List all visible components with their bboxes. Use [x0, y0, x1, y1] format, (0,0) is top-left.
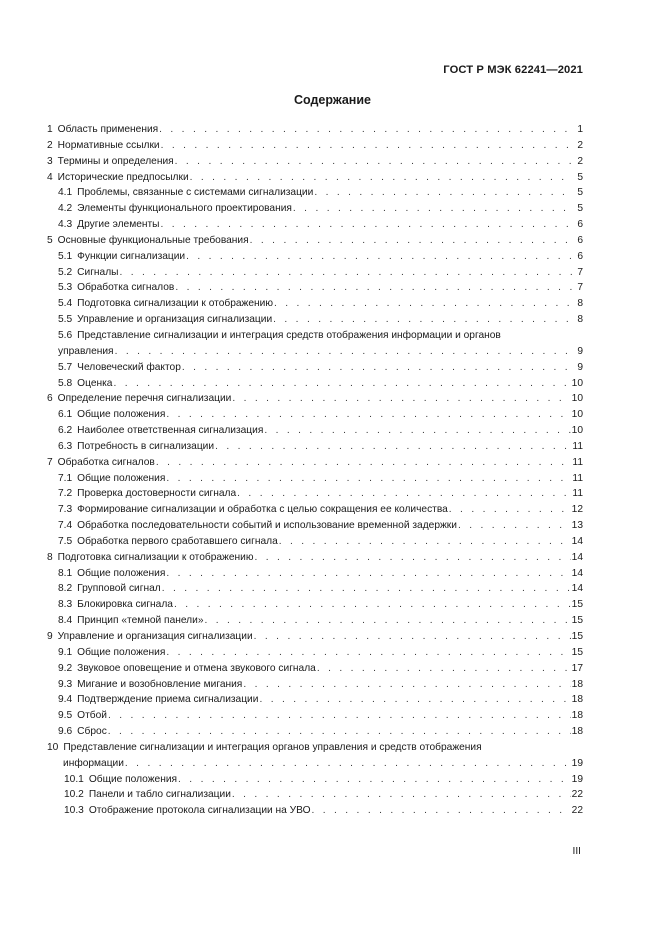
toc-leader-dots — [259, 692, 570, 708]
toc-entry-page: 19 — [571, 773, 583, 785]
toc-entry[interactable] — [47, 518, 583, 534]
toc-entry-number: 7.1 — [58, 472, 73, 484]
toc-entry-title: Нормативные ссылки — [57, 139, 160, 151]
toc-leader-dots — [317, 661, 571, 677]
toc-entry[interactable] — [47, 201, 583, 217]
toc-entry-page: 19 — [571, 757, 583, 769]
toc-leader-dots — [115, 344, 572, 360]
toc-entry-page: 13 — [571, 520, 583, 532]
page-number: III — [572, 846, 581, 857]
toc-entry-title: Обработка последовательности событий и использование временной задержки — [77, 520, 457, 532]
toc-entry-number: 5.1 — [58, 250, 73, 262]
toc-entry-number: 1 — [47, 124, 53, 135]
toc-entry-page: 15 — [571, 599, 583, 611]
toc-entry[interactable] — [47, 471, 583, 487]
toc-entry-number: 7.5 — [58, 535, 73, 547]
toc-leader-dots — [279, 534, 571, 550]
toc-entry-number: 10.2 — [64, 789, 84, 801]
toc-leader-dots — [243, 677, 570, 693]
toc-entry-page: 11 — [572, 440, 583, 452]
toc-entry-page: 14 — [571, 583, 583, 595]
toc-entry-number: 9.3 — [58, 678, 73, 690]
toc-entry-page: 22 — [571, 805, 583, 817]
toc-entry-title: Блокировка сигнала — [77, 599, 173, 611]
toc-entry-title: Область применения — [57, 124, 159, 135]
toc-entry-page: 7 — [577, 282, 583, 294]
toc-entry-number: 6.1 — [58, 409, 73, 421]
toc-entry-number: 2 — [47, 139, 53, 151]
toc-entry-title: Наиболее ответственная сигнализация — [77, 425, 264, 437]
toc-entry-number: 6.3 — [58, 440, 73, 452]
toc-leader-dots — [273, 312, 572, 328]
toc-leader-dots — [113, 376, 570, 392]
toc-entry-number: 4.1 — [58, 187, 73, 199]
toc-leader-dots — [161, 138, 572, 154]
toc-entry-page: 2 — [577, 155, 583, 167]
toc-entry-title: Обработка сигналов — [77, 282, 175, 294]
toc-entry[interactable] — [47, 613, 583, 629]
toc-entry-title: Потребность в сигнализации — [77, 440, 215, 452]
toc-entry-page: 5 — [577, 203, 583, 215]
toc-leader-dots — [166, 407, 570, 423]
toc-entry-number: 7 — [47, 456, 53, 468]
toc-entry-page: 14 — [571, 551, 583, 563]
toc-entry[interactable] — [47, 787, 583, 803]
toc-entry-title: Обработка сигналов — [57, 456, 155, 468]
toc-entry-number: 9.6 — [58, 726, 73, 738]
toc-entry[interactable] — [47, 534, 583, 550]
toc-entry-number: 9.5 — [58, 710, 73, 722]
toc-leader-dots — [264, 423, 570, 439]
toc-entry-title: Общие положения — [77, 646, 166, 658]
toc-leader-dots — [120, 265, 573, 281]
toc-leader-dots — [166, 645, 570, 661]
toc-entry-number: 9 — [47, 631, 53, 642]
toc-leader-dots — [182, 360, 572, 376]
toc-entry-title: Обработка первого сработавшего сигнала — [77, 535, 278, 547]
toc-entry-title: Общие положения — [77, 472, 166, 484]
toc-leader-dots — [108, 708, 571, 724]
toc-entry-number: 6.2 — [58, 425, 73, 437]
toc-entry-page: 18 — [571, 710, 583, 722]
toc-entry-number: 9.2 — [58, 662, 73, 674]
toc-entry-page: 10 — [571, 409, 583, 421]
toc-entry[interactable] — [47, 661, 583, 677]
toc-entry[interactable] — [47, 328, 583, 360]
toc-leader-dots — [161, 217, 573, 233]
toc-leader-dots — [274, 296, 572, 312]
toc-entry-number: 10.1 — [64, 773, 84, 785]
toc-entry-page: 18 — [571, 694, 583, 706]
toc-entry-title: Общие положения — [77, 567, 166, 579]
toc-entry-title: Подготовка сигнализации к отображению — [57, 551, 254, 563]
toc-entry[interactable] — [47, 217, 583, 233]
toc-entry-page: 6 — [577, 234, 583, 246]
toc-entry-number: 5.6 — [58, 329, 73, 341]
toc-entry-number: 3 — [47, 155, 53, 167]
toc-entry[interactable] — [47, 265, 583, 281]
toc-entry-number: 6 — [47, 393, 53, 405]
toc-entry-number: 5.2 — [58, 266, 73, 278]
toc-entry-title: Подготовка сигнализации к отображению — [77, 298, 273, 310]
toc-entry-page: 11 — [572, 456, 583, 468]
toc-entry-title: Проблемы, связанные с системами сигнализации — [77, 187, 314, 199]
toc-leader-dots — [215, 439, 571, 455]
toc-entry-title: Проверка достоверности сигнала — [77, 488, 237, 500]
toc-entry-page: 12 — [571, 504, 583, 516]
toc-entry[interactable] — [47, 455, 583, 471]
toc-entry-number: 10.3 — [64, 805, 84, 817]
toc-entry[interactable] — [47, 376, 583, 392]
toc-leader-dots — [159, 122, 572, 138]
toc-entry-title: Управление и организация сигнализации — [77, 314, 273, 326]
toc-entry[interactable] — [47, 692, 583, 708]
toc-entry[interactable] — [47, 407, 583, 423]
toc-entry-title: Определение перечня сигнализации — [57, 393, 232, 405]
toc-entry-page: 18 — [571, 678, 583, 690]
toc-entry-title-continued: информации — [63, 757, 124, 769]
toc-entry-title: Исторические предпосылки — [57, 171, 189, 183]
toc-entry-page: 1 — [577, 124, 583, 135]
toc-entry[interactable] — [47, 233, 583, 249]
toc-entry-page: 6 — [577, 219, 583, 231]
toc-entry-number: 5 — [47, 234, 53, 246]
toc-leader-dots — [458, 518, 571, 534]
toc-entry-title: Панели и табло сигнализации — [88, 789, 231, 801]
toc-entry[interactable] — [47, 803, 583, 819]
toc-entry-title-continued: управления — [58, 345, 114, 357]
toc-entry[interactable] — [47, 708, 583, 724]
toc-entry-number: 7.2 — [58, 488, 73, 500]
toc-leader-dots — [175, 280, 572, 296]
toc-entry-page: 11 — [572, 472, 583, 484]
toc-entry-number: 4 — [47, 171, 53, 183]
toc-entry-number: 7.3 — [58, 504, 73, 516]
toc-entry-number: 9.1 — [58, 646, 73, 658]
table-of-contents — [47, 122, 583, 819]
toc-entry-number: 5.8 — [58, 377, 73, 389]
toc-entry-title: Основные функциональные требования — [57, 234, 249, 246]
toc-entry-title: Принцип «темной панели» — [77, 615, 204, 627]
toc-leader-dots — [174, 597, 571, 613]
toc-entry-title: Подтверждение приема сигнализации — [77, 694, 259, 706]
toc-entry-number: 10 — [47, 741, 59, 753]
toc-entry-page: 15 — [571, 646, 583, 658]
toc-entry[interactable] — [47, 280, 583, 296]
toc-entry-page: 10 — [571, 393, 583, 405]
toc-entry-page: 5 — [577, 187, 583, 199]
toc-entry-page: 15 — [571, 615, 583, 627]
toc-leader-dots — [175, 154, 572, 170]
toc-leader-dots — [178, 772, 571, 788]
toc-entry[interactable] — [47, 423, 583, 439]
toc-entry[interactable] — [47, 724, 583, 740]
toc-entry[interactable] — [47, 185, 583, 201]
toc-entry-title: Мигание и возобновление мигания — [77, 678, 243, 690]
toc-entry-title: Общие положения — [88, 773, 178, 785]
toc-entry-title: Формирование сигнализации и обработка с целью сокращения ее количества — [77, 504, 448, 516]
toc-entry-page: 6 — [577, 250, 583, 262]
document-code: ГОСТ Р МЭК 62241—2021 — [443, 64, 583, 76]
toc-entry-title: Общие положения — [77, 409, 166, 421]
toc-entry[interactable] — [47, 629, 583, 645]
toc-entry-title: Отображение протокола сигнализации на УВО — [88, 805, 311, 817]
toc-entry-page: 17 — [571, 662, 583, 674]
toc-entry-number: 5.4 — [58, 298, 73, 310]
toc-entry-page: 9 — [577, 345, 583, 357]
toc-leader-dots — [237, 486, 571, 502]
toc-leader-dots — [186, 249, 572, 265]
toc-entry[interactable] — [47, 312, 583, 328]
toc-entry-title: Представление сигнализации и интеграция средств отображения информации и органов — [77, 329, 501, 341]
toc-entry-page: 18 — [571, 726, 583, 738]
toc-entry-page: 10 — [571, 425, 583, 437]
toc-entry[interactable] — [47, 439, 583, 455]
toc-entry[interactable] — [47, 550, 583, 566]
toc-leader-dots — [190, 170, 572, 186]
toc-entry-title: Групповой сигнал — [77, 583, 161, 595]
page-title: Содержание — [293, 93, 371, 107]
toc-entry[interactable] — [47, 154, 583, 170]
toc-entry[interactable] — [47, 740, 583, 772]
toc-entry-title: Термины и определения — [57, 155, 174, 167]
toc-leader-dots — [156, 455, 572, 471]
toc-entry[interactable] — [47, 138, 583, 154]
toc-entry[interactable] — [47, 645, 583, 661]
toc-leader-dots — [205, 613, 571, 629]
toc-entry[interactable] — [47, 122, 583, 138]
toc-entry-page: 8 — [577, 314, 583, 326]
toc-entry-number: 9.4 — [58, 694, 73, 706]
toc-entry-page: 22 — [571, 789, 583, 801]
toc-entry-page: 14 — [571, 567, 583, 579]
toc-leader-dots — [125, 756, 571, 772]
toc-entry-page: 2 — [577, 139, 583, 151]
toc-entry[interactable] — [47, 170, 583, 186]
toc-entry-title: Звуковое оповещение и отмена звукового сигнала — [77, 662, 316, 674]
toc-leader-dots — [449, 502, 571, 518]
toc-entry-number: 8.4 — [58, 615, 73, 627]
toc-entry-title: Сброс — [77, 726, 107, 738]
toc-entry-title: Управление и организация сигнализации — [57, 631, 253, 642]
toc-entry-number: 4.3 — [58, 219, 73, 231]
toc-entry-number: 5.3 — [58, 282, 73, 294]
toc-entry[interactable] — [47, 296, 583, 312]
toc-leader-dots — [250, 233, 572, 249]
toc-entry-page: 14 — [571, 535, 583, 547]
toc-entry-title: Отбой — [77, 710, 107, 722]
toc-entry[interactable] — [47, 486, 583, 502]
toc-entry-number: 8.3 — [58, 599, 73, 611]
toc-entry-page: 8 — [577, 298, 583, 310]
toc-entry[interactable] — [47, 249, 583, 265]
toc-entry-title: Оценка — [77, 377, 113, 389]
toc-entry-number: 8 — [47, 551, 53, 563]
toc-entry-page: 5 — [577, 171, 583, 183]
toc-entry[interactable] — [47, 581, 583, 597]
toc-entry[interactable] — [47, 597, 583, 613]
toc-entry-page: 11 — [572, 488, 583, 500]
toc-entry-title: Другие элементы — [77, 219, 160, 231]
toc-entry-number: 7.4 — [58, 520, 73, 532]
toc-leader-dots — [254, 629, 571, 645]
toc-leader-dots — [293, 201, 572, 217]
toc-entry-page: 9 — [577, 361, 583, 373]
toc-entry-title: Сигналы — [77, 266, 119, 278]
toc-entry-number: 4.2 — [58, 203, 73, 215]
toc-entry[interactable] — [47, 772, 583, 788]
toc-leader-dots — [162, 581, 571, 597]
toc-entry-page: 10 — [571, 377, 583, 389]
toc-entry[interactable] — [47, 360, 583, 376]
toc-leader-dots — [314, 185, 572, 201]
toc-entry-title: Человеческий фактор — [77, 361, 181, 373]
toc-entry-number: 5.7 — [58, 361, 73, 373]
toc-leader-dots — [312, 803, 571, 819]
toc-entry[interactable] — [47, 502, 583, 518]
toc-leader-dots — [108, 724, 571, 740]
toc-entry-page: 15 — [571, 631, 583, 642]
toc-entry-title: Элементы функционального проектирования — [77, 203, 292, 215]
toc-entry-title: Представление сигнализации и интеграция органов управления и средств отображения — [63, 741, 482, 753]
toc-leader-dots — [166, 566, 570, 582]
toc-entry[interactable] — [47, 677, 583, 693]
toc-leader-dots — [232, 391, 570, 407]
toc-entry-page: 7 — [577, 266, 583, 278]
toc-entry-number: 5.5 — [58, 314, 73, 326]
toc-leader-dots — [166, 471, 571, 487]
toc-entry-number: 8.1 — [58, 567, 73, 579]
toc-entry-title: Функции сигнализации — [77, 250, 186, 262]
toc-entry-number: 8.2 — [58, 583, 73, 595]
toc-entry[interactable] — [47, 391, 583, 407]
toc-entry[interactable] — [47, 566, 583, 582]
toc-leader-dots — [254, 550, 570, 566]
toc-leader-dots — [232, 787, 571, 803]
